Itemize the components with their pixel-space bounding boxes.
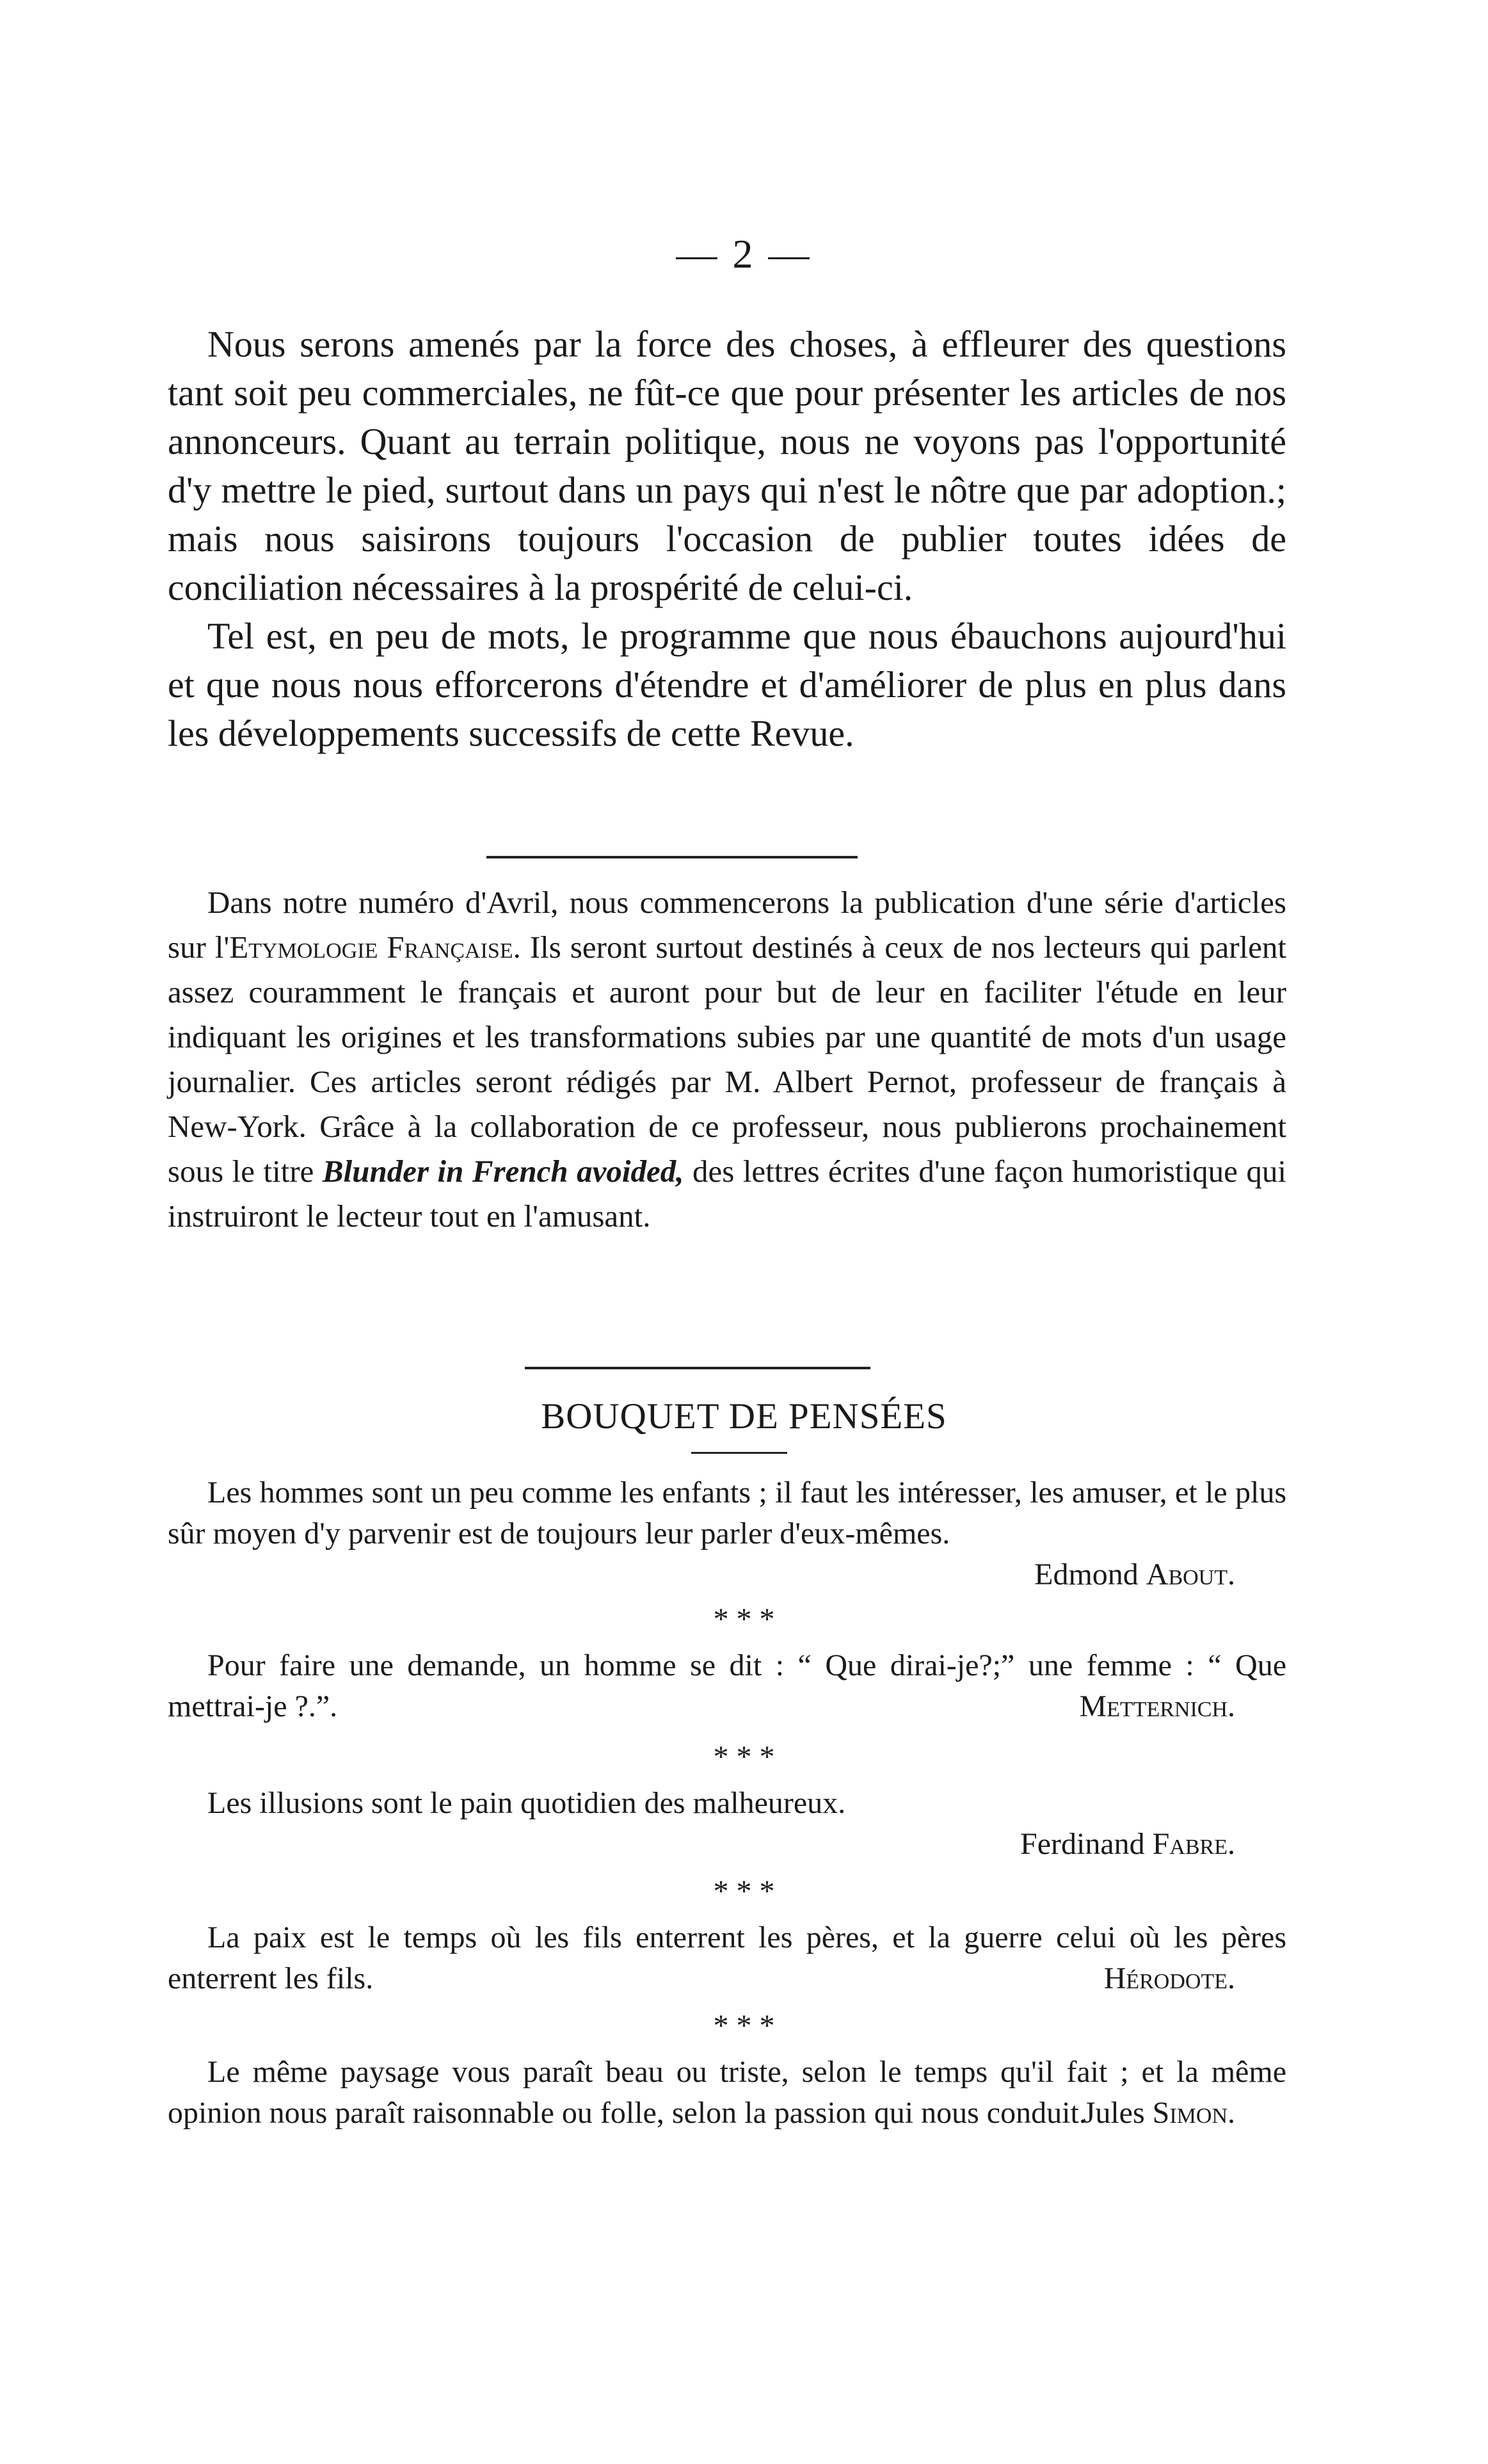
- series-title: Etymologie Française: [229, 930, 513, 965]
- heading-underline: [691, 1452, 787, 1454]
- announcement-text-2: . Ils seront surtout destinés à ceux de nos lecteurs qui parlent assez couramment le français et auront pour but de leur en faciliter l'étude en leur indiquant les origines et les transformations subies par une quantité de mots d'un usage journalier. Ces articles seront rédigés par M. Albert Pernot, professeur de français à New-York. Grâce à la collaboration de ce professeur, nous publierons prochainement sous le titre: [168, 930, 1286, 1189]
- section-divider: [486, 856, 858, 858]
- quote-author: [168, 1824, 1286, 1865]
- book-title: Blunder in French avoided,: [322, 1154, 684, 1189]
- quote-separator: * * *: [713, 1740, 775, 1774]
- quote-4: [168, 1917, 1286, 1999]
- author-first-name: Edmond: [1034, 1558, 1139, 1591]
- quote-text: La paix est le temps où les fils enterrent les pères, et la guerre celui où les pères enterrent les fils.: [168, 1920, 1286, 1995]
- author-last-name: Simon.: [1152, 2096, 1235, 2130]
- author-first-name: Ferdinand: [1020, 1827, 1145, 1861]
- quote-separator: * * *: [713, 1602, 775, 1636]
- quote-5: [168, 2052, 1286, 2134]
- quote-text: Pour faire une demande, un homme se dit : “ Que dirai-je?;” une femme : “ Que mettrai-je ?.”.: [168, 1648, 1286, 1723]
- intro-paragraph-2: Tel est, en peu de mots, le programme que nous ébauchons aujourd'hui et que nous nous efforcerons d'étendre et d'améliorer de plus en plus dans les développements successifs de cette Revue.: [168, 615, 1286, 754]
- quote-text: Les illusions sont le pain quotidien des malheureux.: [207, 1786, 846, 1820]
- author-last-name: Hérodote.: [1103, 1961, 1235, 1995]
- quote-1: [168, 1472, 1286, 1595]
- author-first-name: Jules: [1083, 2096, 1145, 2130]
- quote-author: [168, 1554, 1286, 1595]
- section-divider-2: [525, 1367, 870, 1369]
- announcement-section: [168, 880, 1286, 1239]
- bouquet-heading: BOUQUET DE PENSÉES: [541, 1396, 947, 1437]
- author-last-name: About.: [1146, 1558, 1235, 1591]
- intro-section: [168, 320, 1286, 758]
- author-last-name: Metternich.: [1079, 1689, 1235, 1723]
- quote-separator: * * *: [713, 2009, 775, 2043]
- quote-separator: * * *: [713, 1874, 775, 1908]
- quote-text: Le même paysage vous paraît beau ou triste, selon le temps qu'il fait ; et la même opinion nous paraît raisonnable ou folle, selon la passion qui nous conduit.: [168, 2055, 1286, 2130]
- announcement-text-1: Dans notre numéro d'Avril, nous commencerons la publication d'une série d'articles sur l': [168, 885, 1286, 965]
- quote-2: [168, 1645, 1286, 1727]
- announcement-text-3: des lettres écrites d'une façon humoristique qui instruiront le lecteur tout en l'amusant.: [168, 1154, 1286, 1234]
- author-last-name: Fabre.: [1152, 1827, 1235, 1861]
- intro-paragraph-1: Nous serons amenés par la force des choses, à effleurer des questions tant soit peu commerciales, ne fût-ce que pour présenter les articles de nos annonceurs. Quant au terrain politique, nous ne voyons pas l'opportunité d'y mettre le pied, surtout dans un pays qui n'est le nôtre que par adoption.; mais nous saisirons toujours l'occasion de publier toutes idées de conciliation nécessaires à la prospérité de celui-ci.: [168, 323, 1286, 608]
- quote-text: Les hommes sont un peu comme les enfants ; il faut les intéresser, les amuser, et le plus sûr moyen d'y parvenir est de toujours leur parler d'eux-mêmes.: [168, 1476, 1286, 1550]
- announcement-paragraph: [168, 880, 1286, 1239]
- page-number: — 2 —: [676, 231, 812, 277]
- quote-3: [168, 1783, 1286, 1865]
